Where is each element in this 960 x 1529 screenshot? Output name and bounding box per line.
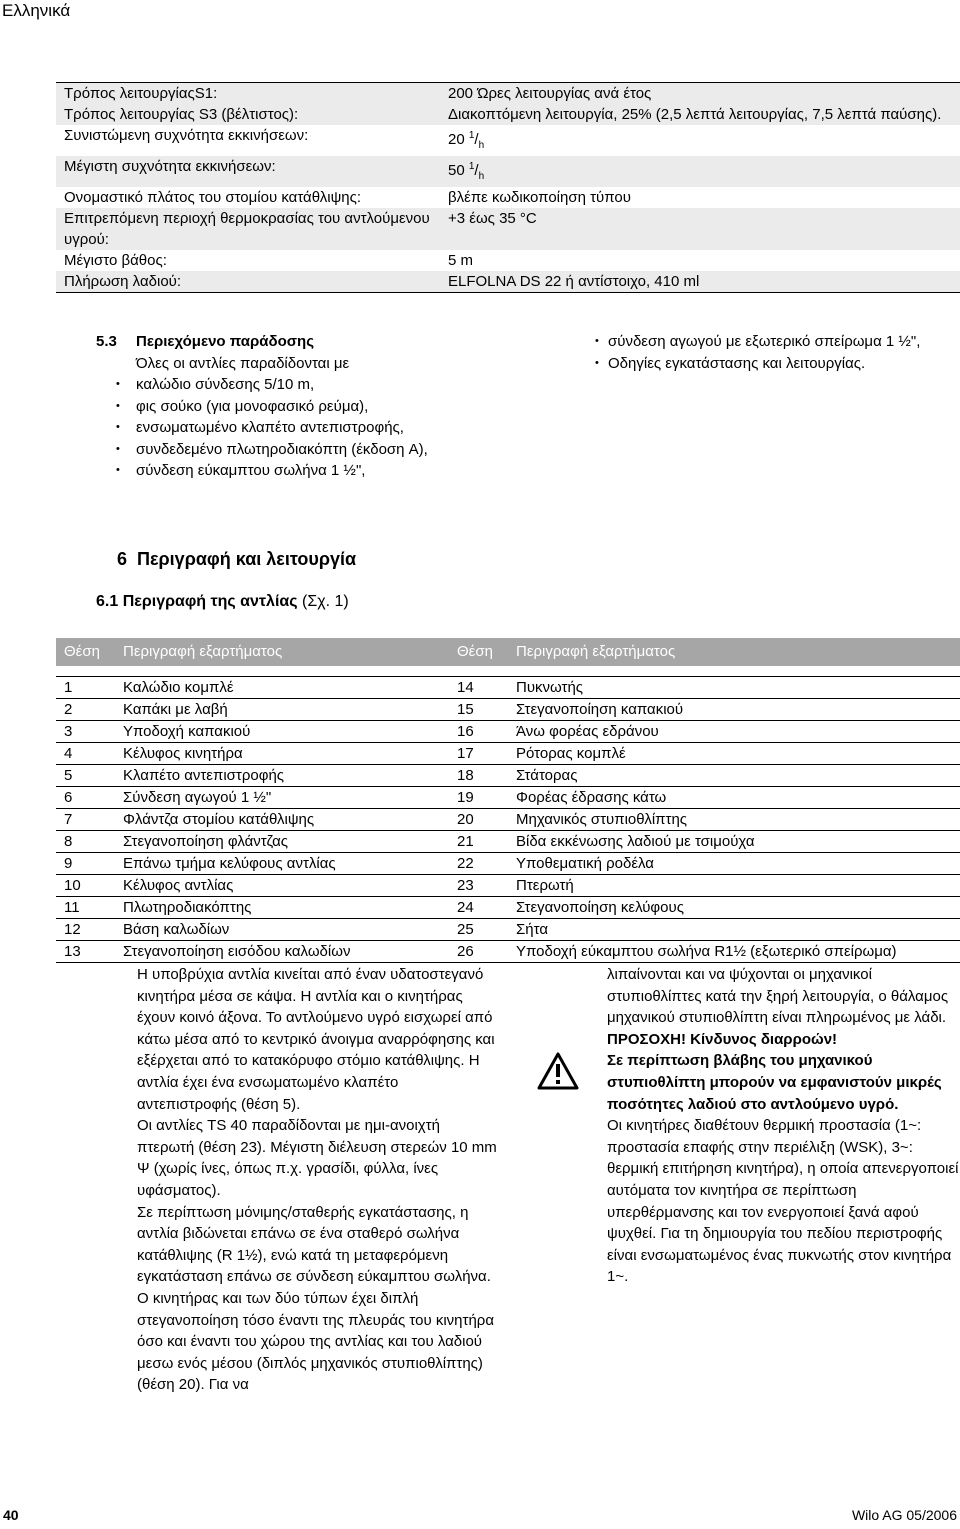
part-position: 18 (449, 764, 508, 786)
part-description: Στεγανοποίηση φλάντζας (115, 830, 449, 852)
part-description: Υποθεματική ροδέλα (508, 852, 960, 874)
description-text-right (607, 964, 960, 1288)
part-position: 12 (56, 918, 115, 940)
spec-label: Επιτρεπόμενη περιοχή θερμοκρασίας του αντλούμενου υγρού: (64, 210, 430, 248)
table-row (56, 896, 960, 918)
spec-row (56, 104, 960, 125)
part-position: 3 (56, 720, 115, 742)
part-description: Ρότορας κομπλέ (508, 742, 960, 764)
description-text-left (137, 964, 497, 1396)
spec-value-sep: / (474, 162, 479, 179)
part-description: Κέλυφος κινητήρα (115, 742, 449, 764)
header-description-2: Περιγραφή εξαρτήματος (508, 638, 960, 666)
part-description: Άνω φορέας εδράνου (508, 720, 960, 742)
language-header (0, 0, 960, 26)
paragraph: Ο κινητήρας και των δύο τύπων έχει διπλή στεγανοποίηση τόσο έναντι της πλευράς του κινητήρα όσο και έναντι του χώρου της αντλίας και του λαδιού μεσω ενός μέσου (διπλός μηχανικός στυπιοθλίπτης) (θέση 20). Για να (137, 1289, 494, 1394)
spec-row (56, 187, 960, 208)
part-position: 1 (56, 676, 115, 698)
specs-table (56, 82, 960, 293)
spec-value-sub: h (478, 171, 485, 182)
part-description: Πλωτηροδιακόπτης (115, 896, 449, 918)
spec-row (56, 125, 960, 156)
paragraph: Σε περίπτωση μόνιμης/σταθερής εγκατάστασης, η αντλία βιδώνεται επάνω σε ένα σταθερό σωλήνα κατάθλιψης (R 1½), ενώ κατά τη μεταφερόμενη εγκατάσταση επάνω σε σύνδεση εύκαμπτου σωλήνα. (137, 1203, 491, 1286)
table-row (56, 808, 960, 830)
part-description: Φλάντζα στομίου κατάθλιψης (115, 808, 449, 830)
part-position: 16 (449, 720, 508, 742)
header-position: Θέση (56, 638, 115, 666)
part-position: 25 (449, 918, 508, 940)
part-description: Υποδοχή καπακιού (115, 720, 449, 742)
language-label: Ελληνικά (2, 1, 71, 20)
spec-value (448, 125, 960, 156)
part-position: 8 (56, 830, 115, 852)
spec-value-sup: 1 (468, 161, 475, 172)
delivery-list (96, 374, 456, 482)
part-position: 13 (56, 940, 115, 962)
table-row (56, 764, 960, 786)
table-spacer (56, 666, 960, 676)
delivery-item: • φις σούκο (για μονοφασικό ρεύμα), (136, 396, 456, 418)
spec-label: Συνιστώμενη συχνότητα εκκινήσεων: (64, 127, 309, 144)
table-row (56, 786, 960, 808)
part-description: Καπάκι με λαβή (115, 698, 449, 720)
delivery-item: • Οδηγίες εγκατάστασης και λειτουργίας. (608, 353, 960, 375)
table-row (56, 698, 960, 720)
part-position: 23 (449, 874, 508, 896)
part-description: Στεγανοποίηση εισόδου καλωδίων (115, 940, 449, 962)
part-position: 22 (449, 852, 508, 874)
subsection-title: Περιγραφή της αντλίας (122, 593, 298, 610)
part-description: Στάτορας (508, 764, 960, 786)
table-row (56, 676, 960, 698)
table-row (56, 940, 960, 962)
paragraph: Οι αντλίες TS 40 παραδίδονται με ημι-ανοιχτή πτερωτή (θέση 23). Μέγιστη διέλευση στερεών 10 mm Ψ (χωρίς ίνες, όπως π.χ. γρασίδι, φύλλα, ίνες υφάσματος). (137, 1117, 497, 1199)
spec-label: Τρόπος λειτουργίαςS1: (64, 85, 218, 102)
subsection-heading (96, 590, 349, 614)
parts-table-header (56, 638, 960, 666)
part-position: 19 (449, 786, 508, 808)
spec-value-sep: / (474, 131, 479, 148)
spec-value-number: 50 (448, 162, 465, 179)
part-position: 26 (449, 940, 508, 962)
part-position: 9 (56, 852, 115, 874)
spec-value-sup: 1 (468, 130, 475, 141)
spec-value: 200 Ώρες λειτουργίας ανά έτος (448, 85, 652, 102)
delivery-contents-section (96, 331, 456, 482)
part-description: Σύνδεση αγωγού 1 ½" (115, 786, 449, 808)
section-number: 5.3 (96, 333, 117, 350)
part-description: Φορέας έδρασης κάτω (508, 786, 960, 808)
part-description: Σήτα (508, 918, 960, 940)
part-position: 24 (449, 896, 508, 918)
table-row (56, 720, 960, 742)
delivery-item: • ενσωματωμένο κλαπέτο αντεπιστροφής, (136, 417, 456, 439)
header-description: Περιγραφή εξαρτήματος (115, 638, 449, 666)
table-row (56, 874, 960, 896)
part-description: Πτερωτή (508, 874, 960, 896)
part-description: Βίδα εκκένωσης λαδιού με τσιμούχα (508, 830, 960, 852)
chapter-title: Περιγραφή και λειτουργία (137, 549, 357, 569)
part-description: Καλώδιο κομπλέ (115, 676, 449, 698)
spec-row (56, 208, 960, 250)
part-description: Επάνω τμήμα κελύφους αντλίας (115, 852, 449, 874)
paragraph: λιπαίνονται και να ψύχονται οι μηχανικοί στυπιοθλίπτες κατά την ξηρή λειτουργία, ο θάλαμος μηχανικού στυπιοθλίπτη είναι πληρωμένος με λάδι. (607, 966, 949, 1027)
spec-label: Πλήρωση λαδιού: (64, 273, 182, 290)
spec-label: Ονομαστικό πλάτος του στομίου κατάθλιψης: (64, 189, 362, 206)
warning-title: ΠΡΟΣΟΧΗ! Κίνδυνος διαρροών! (607, 1030, 838, 1048)
chapter-heading (117, 545, 356, 573)
part-position: 20 (449, 808, 508, 830)
part-position: 11 (56, 896, 115, 918)
part-description: Βάση καλωδίων (115, 918, 449, 940)
delivery-list-continued (596, 331, 960, 374)
part-description: Κλαπέτο αντεπιστροφής (115, 764, 449, 786)
delivery-item: • καλώδιο σύνδεσης 5/10 m, (136, 374, 456, 396)
parts-table (56, 638, 960, 963)
part-position: 4 (56, 742, 115, 764)
header-position-2: Θέση (449, 638, 508, 666)
part-description: Πυκνωτής (508, 676, 960, 698)
part-position: 14 (449, 676, 508, 698)
subsection-number: 6.1 (96, 593, 119, 610)
spec-row (56, 83, 960, 104)
paragraph: Η υποβρύχια αντλία κινείται από έναν υδατοστεγανό κινητήρα μέσα σε κάψα. Η αντλία και ο κινητήρας έχουν κοινό άξονα. Το αντλούμενο υγρό εισχωρεί από κάτω μέσα από το κεντρικό άνοιγμα αναρρόφησης και εξέρχεται από το κατακόρυφο στόμιο κατάθλιψης. Η αντλία έχει ένα ενσωματωμένο κλαπέτο αντεπιστροφής (θέση 5). (137, 966, 495, 1113)
spec-value-number: 20 (448, 131, 465, 148)
spec-label: Μέγιστη συχνότητα εκκινήσεων: (64, 158, 276, 175)
spec-row (56, 250, 960, 271)
part-description: Μηχανικός στυπιοθλίπτης (508, 808, 960, 830)
section-title: Περιεχόμενο παράδοσης (136, 333, 315, 350)
delivery-intro: Όλες οι αντλίες παραδίδονται με (136, 354, 350, 372)
part-position: 5 (56, 764, 115, 786)
part-description: Κέλυφος αντλίας (115, 874, 449, 896)
part-position: 21 (449, 830, 508, 852)
part-description: Υποδοχή εύκαμπτου σωλήνα R1½ (εξωτερικό σπείρωμα) (508, 940, 960, 962)
part-position: 10 (56, 874, 115, 896)
paragraph: Οι κινητήρες διαθέτουν θερμική προστασία (1~: προστασία επαφής στην περιέλιξη (WSK), 3~: θερμική επιτήρηση κινητήρα), η οποία απενεργοποιεί αυτόματα τον κινητήρα σε περίπτωση υπερθέρμανσης και τον ενεργοποιεί ξανά αφού ψυχθεί. Για τη δημιουργία του πεδίου περιστροφής είναι ενσωματωμένος ένας πυκνωτής στον κινητήρα 1~. (607, 1117, 959, 1286)
table-row (56, 852, 960, 874)
spec-value: βλέπε κωδικοποίηση τύπου (448, 189, 631, 206)
section-heading (96, 331, 456, 353)
delivery-contents-continued (596, 331, 960, 374)
spec-row (56, 156, 960, 187)
warning-triangle-icon (537, 1052, 579, 1090)
part-position: 6 (56, 786, 115, 808)
spec-label: Μέγιστο βάθος: (64, 252, 167, 269)
part-position: 7 (56, 808, 115, 830)
delivery-item: • συνδεδεμένο πλωτηροδιακόπτη (έκδοση A), (136, 439, 456, 461)
spec-value: Διακοπτόμενη λειτουργία, 25% (2,5 λεπτά λειτουργίας, 7,5 λεπτά παύσης). (448, 106, 942, 123)
warning-text: Σε περίπτωση βλάβης του μηχανικού στυπιοθλίπτη μπορούν να εμφανιστούν μικρές ποσότητες λαδιού στο αντλούμενο υγρό. (607, 1052, 942, 1113)
part-position: 17 (449, 742, 508, 764)
delivery-item: • σύνδεση αγωγού με εξωτερικό σπείρωμα 1 ½", (608, 331, 960, 353)
page-number: 40 (3, 1507, 19, 1523)
delivery-item: • σύνδεση εύκαμπτου σωλήνα 1 ½", (136, 460, 456, 482)
part-description: Στεγανοποίηση καπακιού (508, 698, 960, 720)
spec-label: Τρόπος λειτουργίας S3 (βέλτιστος): (64, 106, 299, 123)
spec-value: ELFOLNA DS 22 ή αντίστοιχο, 410 ml (448, 273, 700, 290)
spec-value: +3 έως 35 °C (448, 210, 537, 227)
table-row (56, 830, 960, 852)
chapter-number: 6 (117, 549, 128, 569)
spec-value-sub: h (478, 140, 485, 151)
table-row (56, 918, 960, 940)
footer-brand: Wilo AG 05/2006 (851, 1507, 957, 1523)
spec-value: 5 m (448, 252, 474, 269)
spec-value (448, 156, 960, 187)
figure-ref: (Σχ. 1) (302, 593, 349, 610)
spec-row (56, 271, 960, 292)
part-description: Στεγανοποίηση κελύφους (508, 896, 960, 918)
table-row (56, 742, 960, 764)
part-position: 2 (56, 698, 115, 720)
part-position: 15 (449, 698, 508, 720)
